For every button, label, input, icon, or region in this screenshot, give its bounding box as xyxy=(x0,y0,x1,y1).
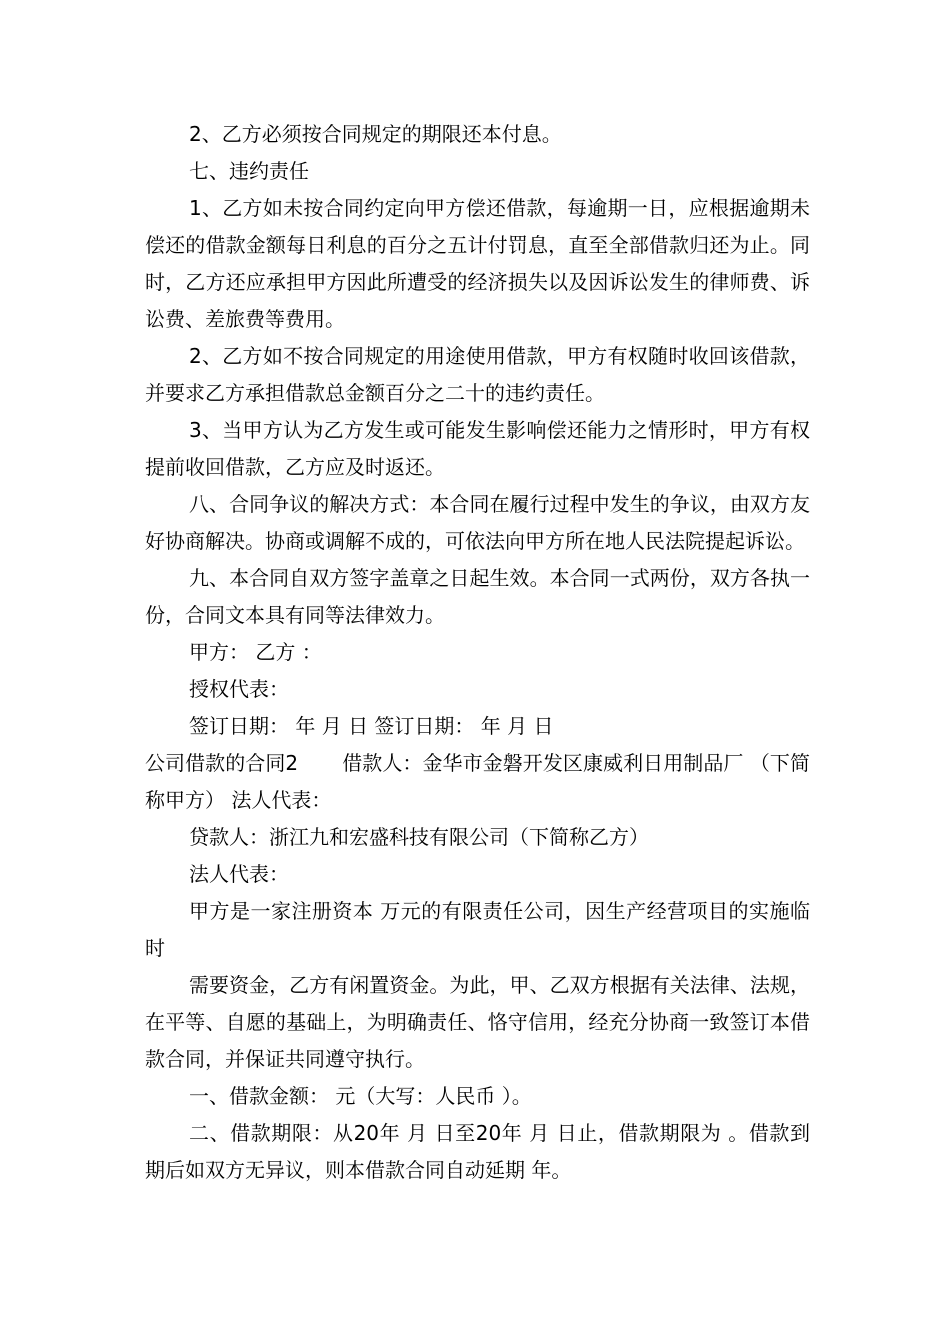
paragraph: 3、当甲方认为乙方发生或可能发生影响偿还能力之情形时，甲方有权提前收回借款，乙方应及时返还。 xyxy=(145,418,810,479)
document-page xyxy=(145,116,810,1189)
paragraph: 甲方是一家注册资本 万元的有限责任公司，因生产经营项目的实施临时 xyxy=(145,899,810,960)
second-contract-start xyxy=(145,745,810,819)
signature-parties: 甲方： 乙方 ： xyxy=(189,640,322,664)
loan-term: 二、借款期限：从20年 月 日至20年 月 日止，借款期限为 。借款到期后如双方无异议，则本借款合同自动延期 年。 xyxy=(145,1121,810,1182)
signing-date: 签订日期： 年 月 日 签订日期： 年 月 日 xyxy=(189,714,554,738)
paragraph: 需要资金，乙方有闲置资金。为此，甲、乙双方根据有关法律、法规，在平等、自愿的基础上，为明确责任、恪守信用，经充分协商一致签订本借款合同，并保证共同遵守执行。 xyxy=(145,973,810,1071)
paragraph: 八、合同争议的解决方式：本合同在履行过程中发生的争议，由双方友好协商解决。协商或调解不成的，可依法向甲方所在地人民法院提起诉讼。 xyxy=(145,492,810,553)
borrower-line: 借款人：金华市金磐开发区康威利日用制品厂 （下简称甲方） 法人代表： xyxy=(145,751,810,812)
legal-representative: 法人代表： xyxy=(189,862,289,886)
loan-amount: 一、借款金额： 元（大写：人民币 ）。 xyxy=(189,1084,532,1108)
paragraph: 1、乙方如未按合同约定向甲方偿还借款，每逾期一日，应根据逾期未偿还的借款金额每日利息的百分之五计付罚息，直至全部借款归还为止。同时，乙方还应承担甲方因此所遭受的经济损失以及因诉讼发生的律师费、诉讼费、差旅费等费用。 xyxy=(145,196,810,331)
paragraph: 2、乙方如不按合同规定的用途使用借款，甲方有权随时收回该借款，并要求乙方承担借款总金额百分之二十的违约责任。 xyxy=(145,344,810,405)
lender-line: 贷款人：浙江九和宏盛科技有限公司（下简称乙方） xyxy=(189,825,649,849)
paragraph: 2、乙方必须按合同规定的期限还本付息。 xyxy=(189,122,562,146)
contract-title: 公司借款的合同2 xyxy=(145,751,299,775)
section-heading: 七、违约责任 xyxy=(189,159,309,183)
paragraph: 九、本合同自双方签字盖章之日起生效。本合同一式两份，双方各执一份，合同文本具有同等法律效力。 xyxy=(145,566,810,627)
authorized-representative: 授权代表： xyxy=(189,677,289,701)
